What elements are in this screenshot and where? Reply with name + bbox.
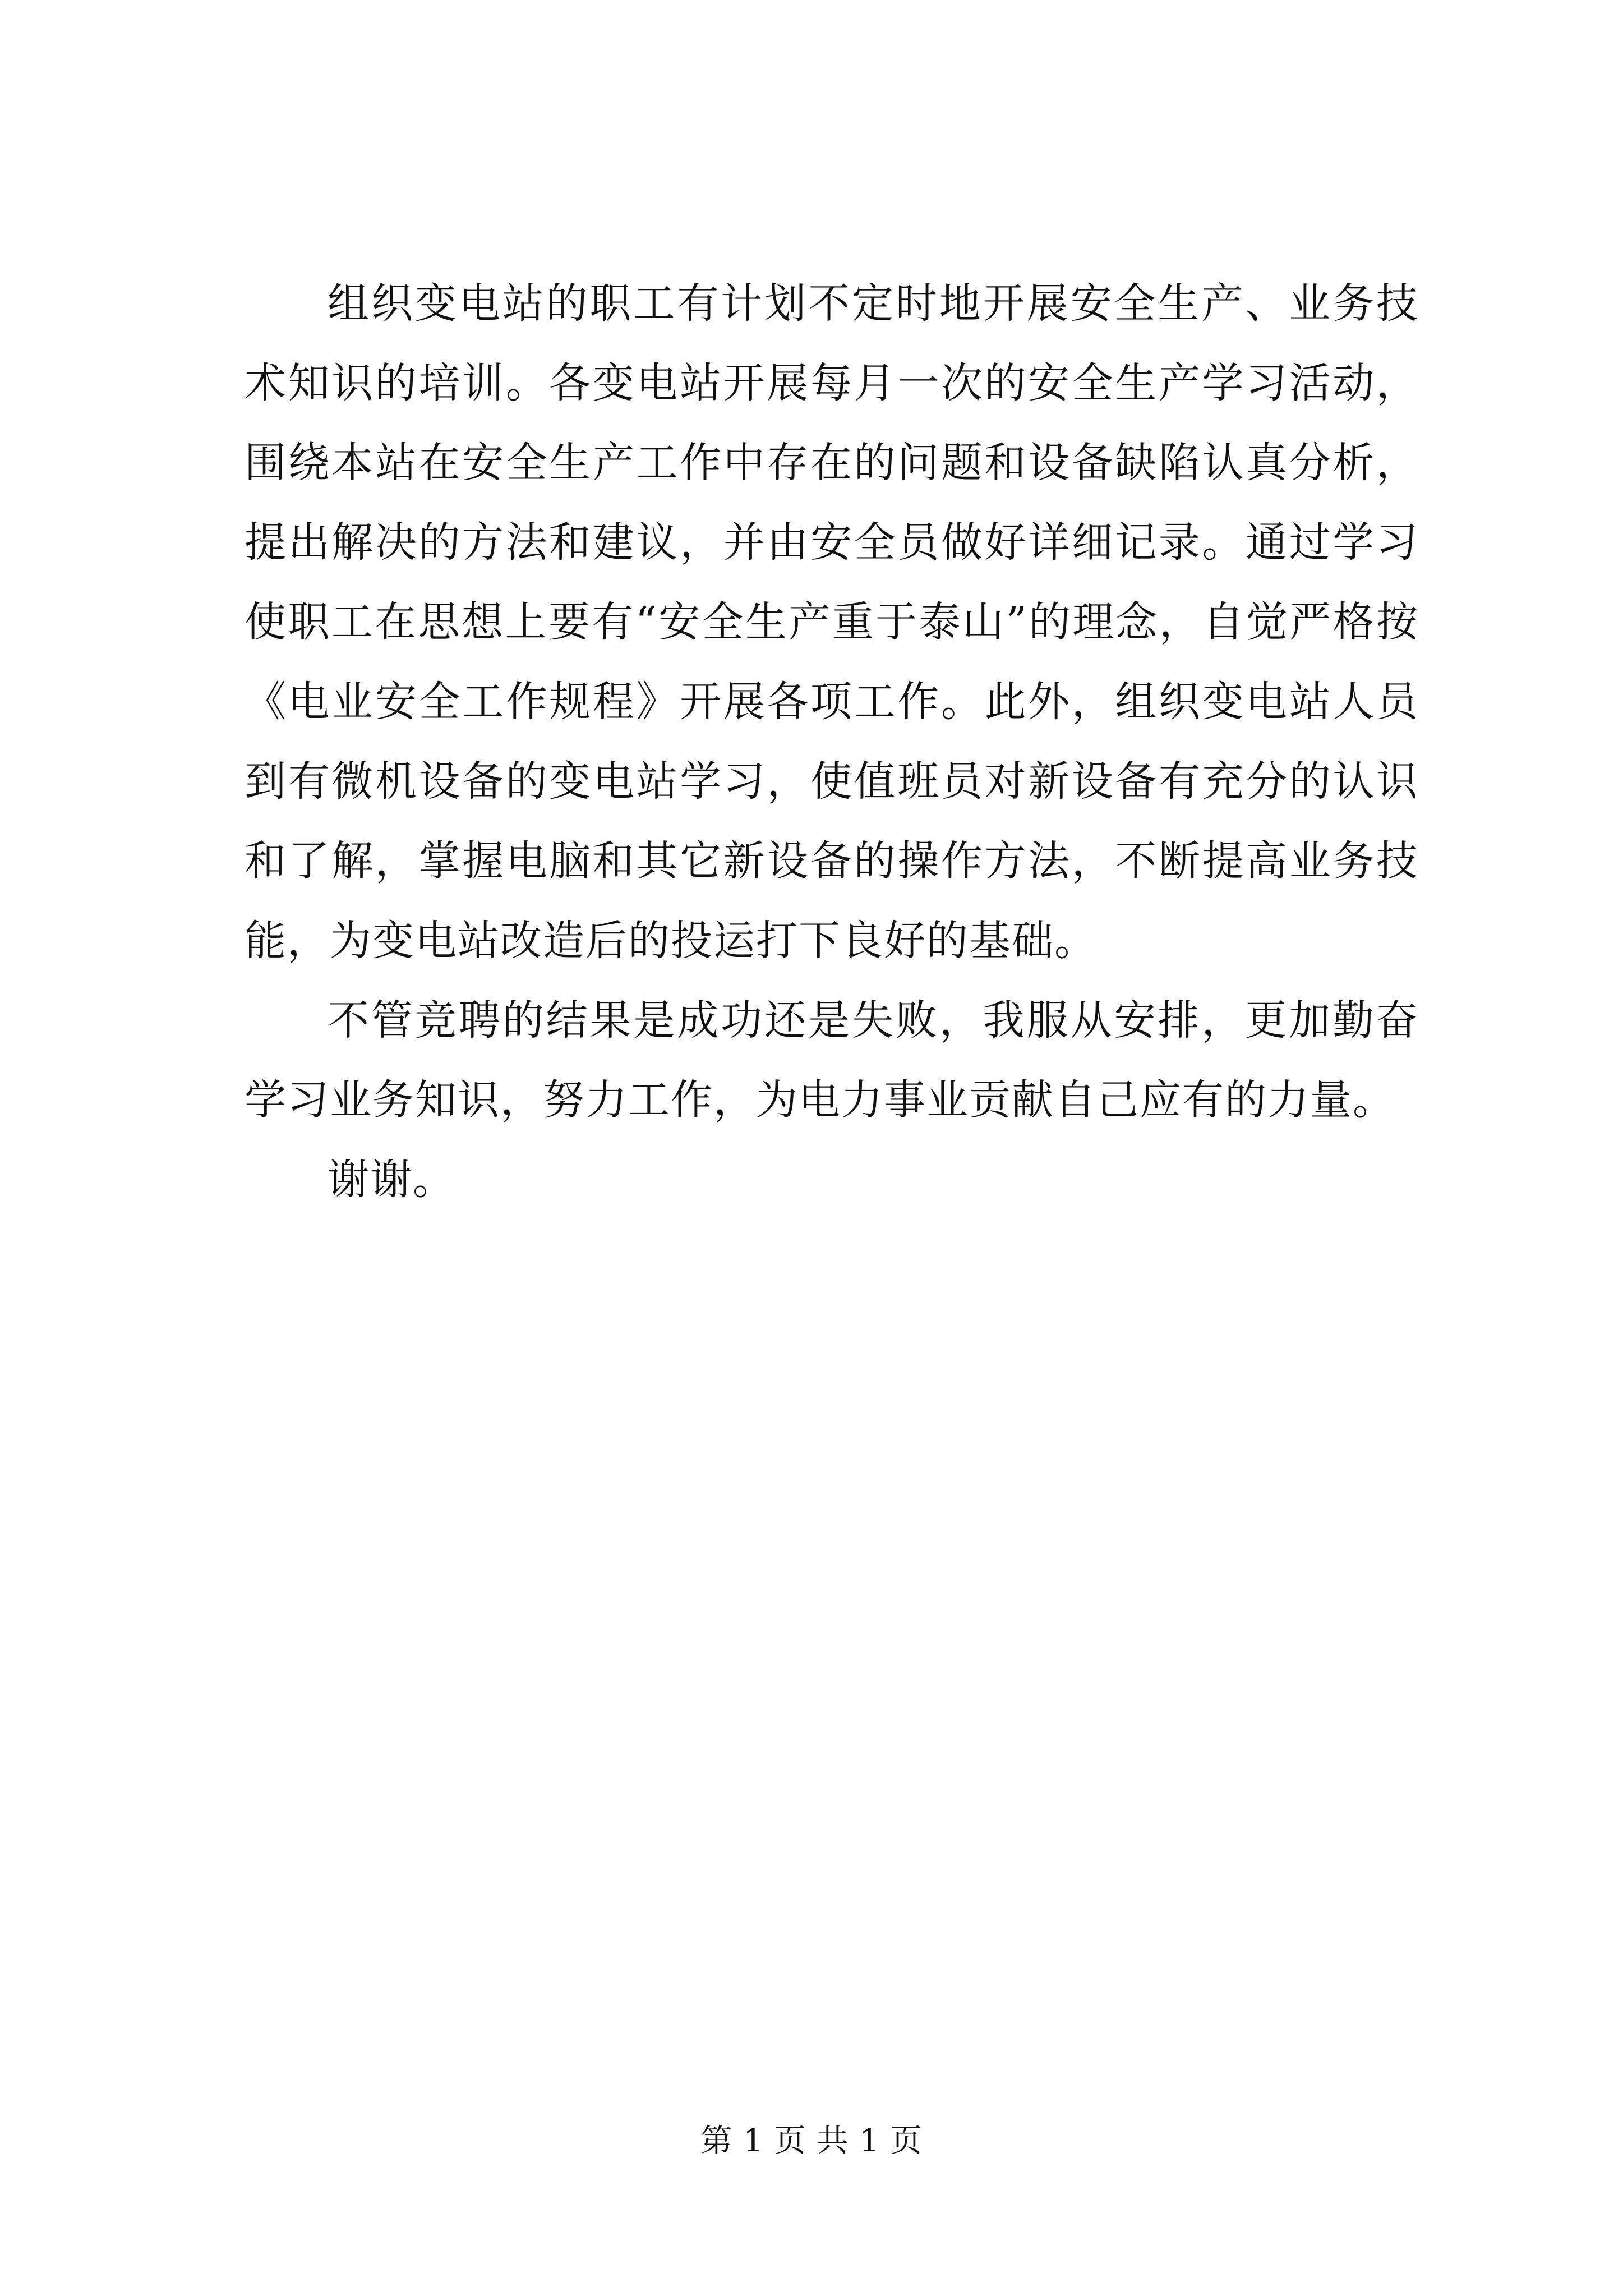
page-number-footer: 第 1 页 共 1 页 <box>700 2123 923 2159</box>
document-body <box>245 264 1419 1220</box>
paragraph-training: 组织变电站的职工有计划不定时地开展安全生产、业务技术知识的培训。各变电站开展每月一次的安全生产学习活动，围绕本站在安全生产工作中存在的问题和设备缺陷认真分析，提出解决的方法和建议，并由安全员做好详细记录。通过学习使职工在思想上要有“安全生产重于泰山”的理念，自觉严格按《电业安全工作规程》开展各项工作。此外，组织变电站人员到有微机设备的变电站学习，使值班员对新设备有充分的认识和了解，掌握电脑和其它新设备的操作方法，不断提高业务技能，为变电站改造后的投运打下良好的基础。 <box>245 279 1419 965</box>
paragraph-thanks: 谢谢。 <box>328 1156 455 1204</box>
paragraph-commitment: 不管竞聘的结果是成功还是失败，我服从安排，更加勤奋学习业务知识，努力工作，为电力事业贡献自己应有的力量。 <box>245 996 1419 1124</box>
